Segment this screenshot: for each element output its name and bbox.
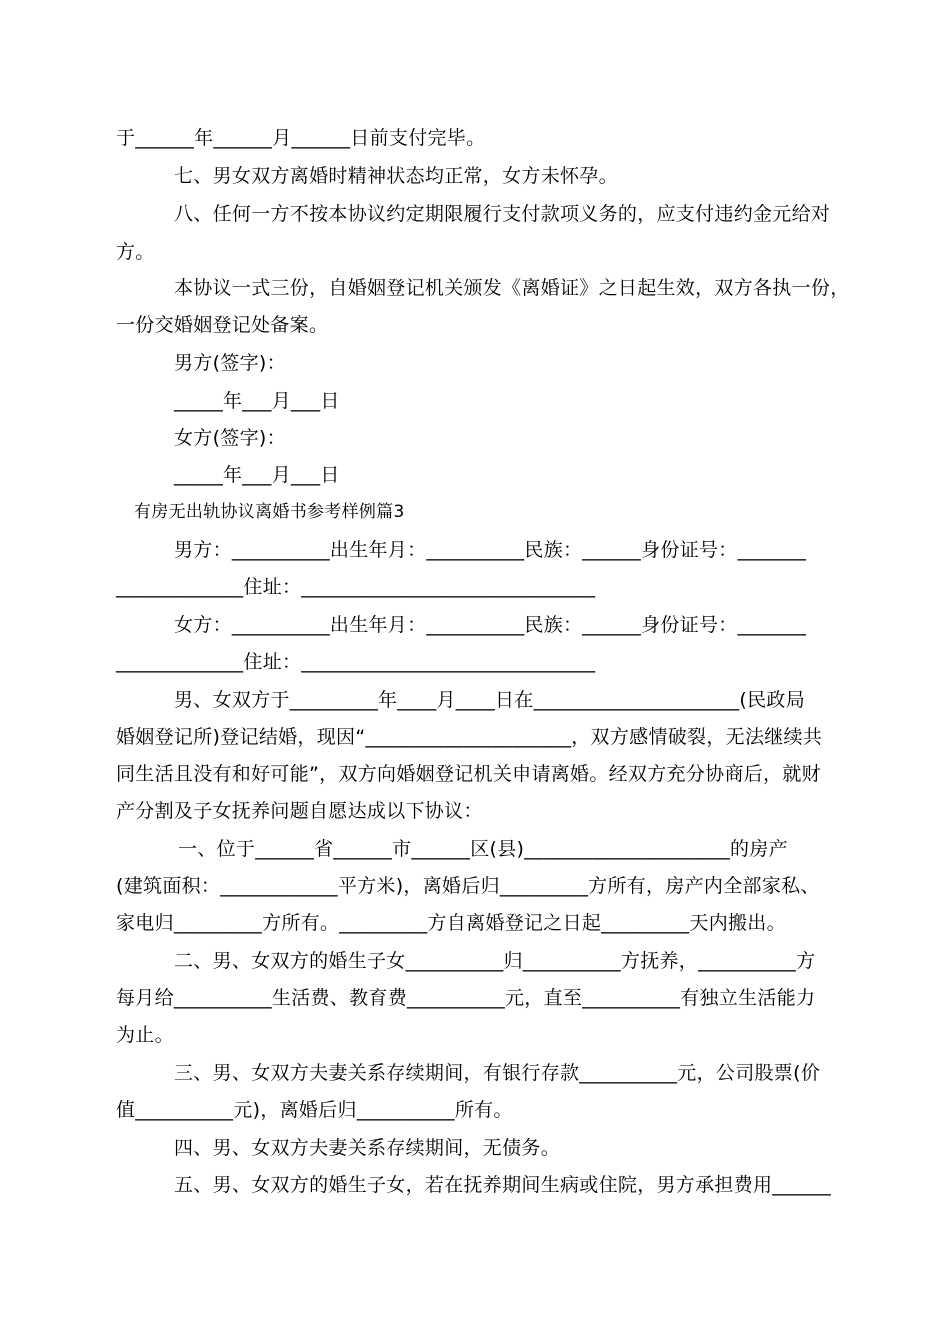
date-line: _____年___月___日 (174, 390, 340, 412)
text-line: 为止。 (116, 1024, 174, 1046)
text-line: 五、男、女双方的婚生子女，若在抚养期间生病或住院，男方承担费用______ (174, 1174, 832, 1196)
text-line: _____________住址：______________________________ (116, 576, 596, 598)
text-line: 男方：__________出生年月：__________民族：______身份证号：_______ (174, 539, 807, 561)
text-line: 一份交婚姻登记处备案。 (116, 314, 329, 336)
text-line: 产分割及子女抚养问题自愿达成以下协议： (116, 800, 483, 822)
text-line: 家电归_________方所有。_________方自离婚登记之日起_________天内搬出。 (116, 912, 786, 934)
text-line: 三、男、女双方夫妻关系存续期间，有银行存款__________元，公司股票(价 (174, 1062, 821, 1084)
text-line: 一、位于______省______市______区(县)_____________________的房产 (178, 838, 788, 860)
date-line: _____年___月___日 (174, 464, 340, 486)
section-heading: 有房无出轨协议离婚书参考样例篇3 (134, 502, 405, 522)
text-line: 值__________元)，离婚后归__________所有。 (116, 1099, 513, 1121)
text-line: 方。 (116, 241, 155, 263)
text-line: 四、男、女双方夫妻关系存续期间，无债务。 (174, 1137, 561, 1159)
text-line: 二、男、女双方的婚生子女__________归__________方抚养，__________方 (174, 950, 816, 972)
signature-label-male: 男方(签字)： (174, 352, 286, 374)
text-line: 婚姻登记所)登记结婚，现因“_____________________，双方感情破裂，无法继续共 (116, 726, 823, 748)
text-line: 八、任何一方不按本协议约定期限履行支付款项义务的，应支付违约金元给对 (174, 203, 831, 225)
text-line: 每月给__________生活费、教育费__________元，直至__________有独立生活能力 (116, 987, 816, 1009)
text-line: 女方：__________出生年月：__________民族：______身份证号：_______ (174, 614, 807, 636)
text-line: 本协议一式三份，自婚姻登记机关颁发《离婚证》之日起生效，双方各执一份， (174, 277, 850, 299)
text-line: (建筑面积：____________平方米)，离婚后归_________方所有，房产内全部家私、 (116, 875, 820, 897)
text-line: 于______年______月______日前支付完毕。 (116, 127, 486, 149)
text-line: 同生活且没有和好可能”，双方向婚姻登记机关申请离婚。经双方充分协商后，就财 (116, 763, 821, 785)
text-line: 七、男女双方离婚时精神状态均正常，女方未怀孕。 (174, 165, 618, 187)
signature-label-female: 女方(签字)： (174, 427, 286, 449)
text-line: _____________住址：______________________________ (116, 651, 596, 673)
text-line: 男、女双方于_________年____月____日在_____________________(民政局 (174, 689, 806, 711)
